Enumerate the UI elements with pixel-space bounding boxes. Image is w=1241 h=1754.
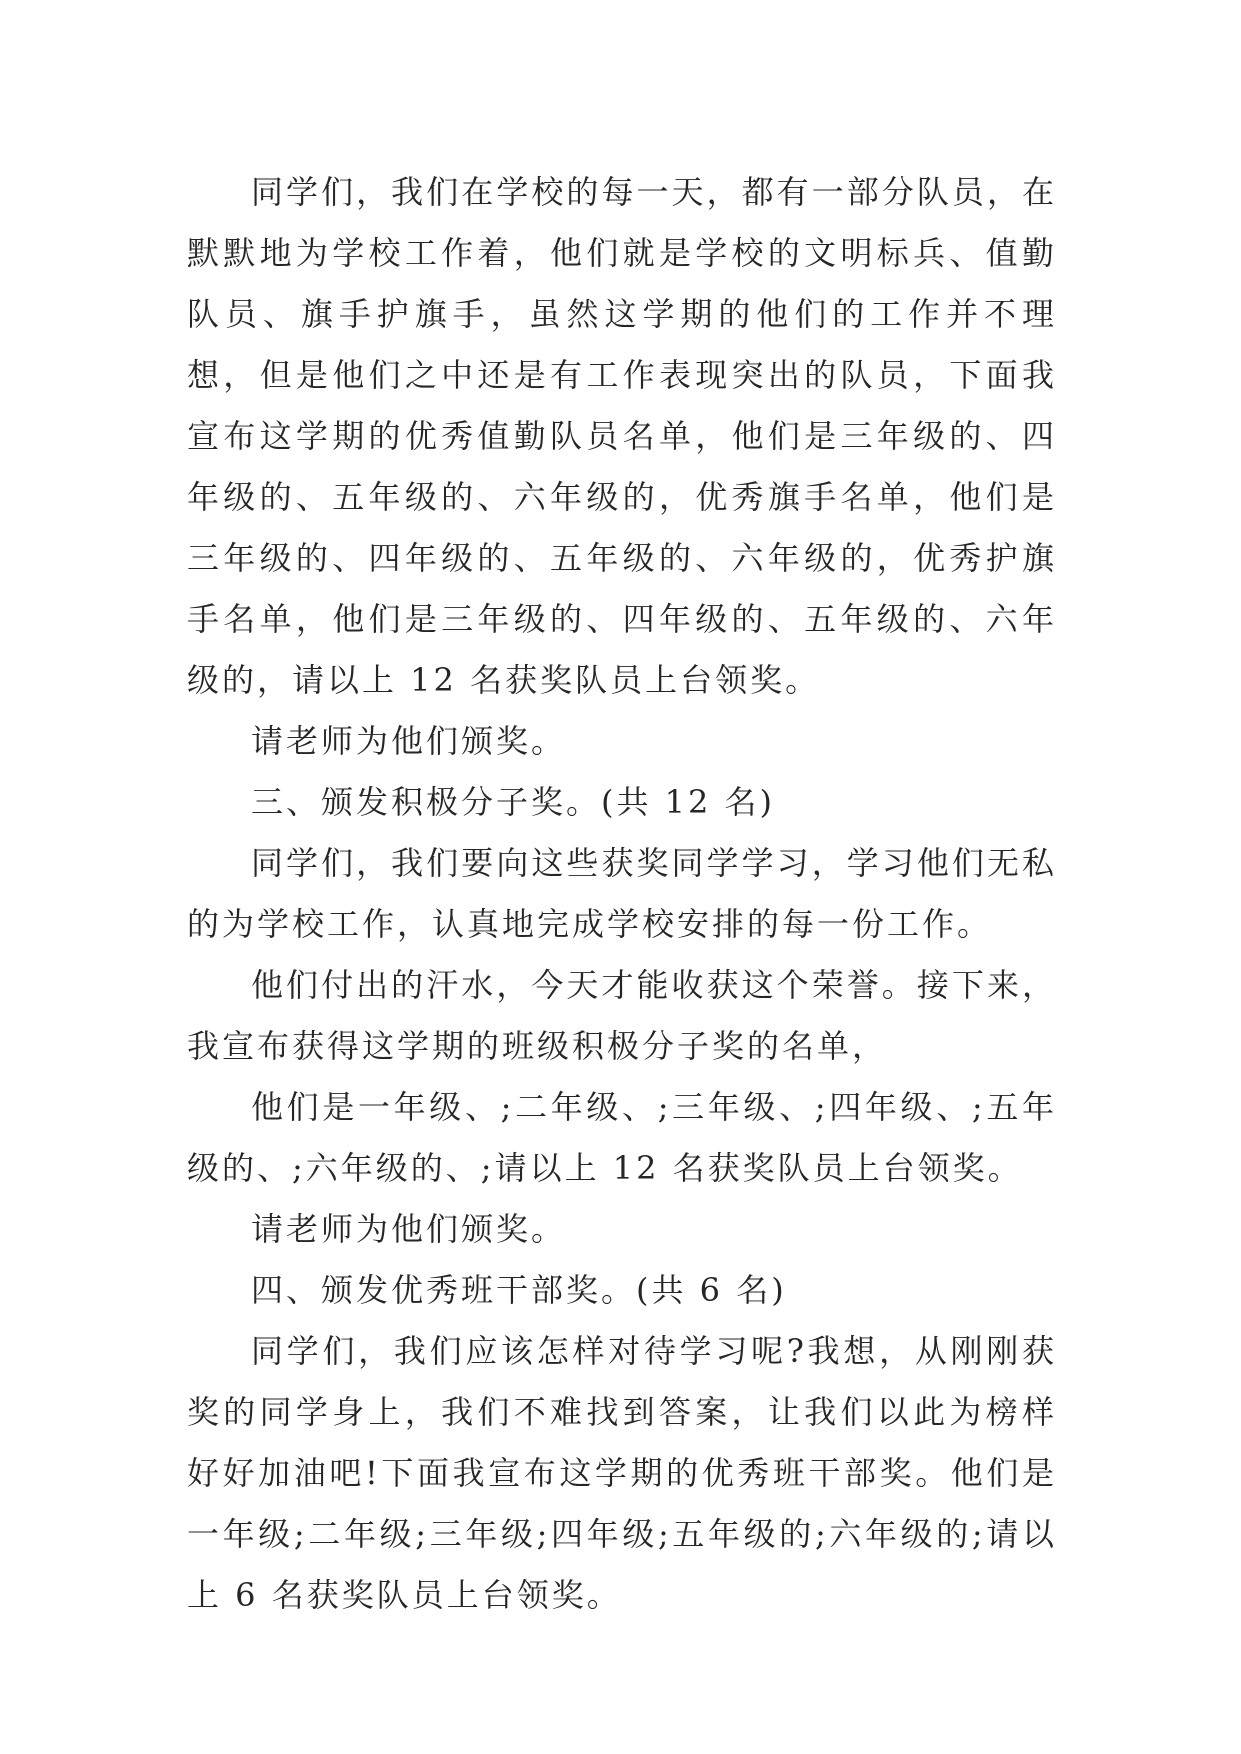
paragraph-class-cadre-list: 同学们，我们应该怎样对待学习呢?我想，从刚刚获奖的同学身上，我们不难找到答案，让我们以此为榜样好好加油吧!下面我宣布这学期的优秀班干部奖。他们是一年级;二年级;三年级;四年级;五年级的;六年级的;请以上 6 名获奖队员上台领奖。 — [187, 1332, 1057, 1614]
paragraph-activist-announcement: 他们付出的汗水，今天才能收获这个荣誉。接下来，我宣布获得这学期的班级积极分子奖的名单， — [187, 966, 1057, 1065]
section-heading-activist-award: 三、颁发积极分子奖。(共 12 名) — [251, 783, 776, 821]
paragraph-activist-list: 他们是一年级、;二年级、;三年级、;四年级、;五年级的、;六年级的、;请以上 12 名获奖队员上台领奖。 — [187, 1088, 1057, 1187]
paragraph-outstanding-duty-members: 同学们，我们在学校的每一天，都有一部分队员，在默默地为学校工作着，他们就是学校的文明标兵、值勤队员、旗手护旗手，虽然这学期的他们的工作并不理想，但是他们之中还是有工作表现突出的队员，下面我宣布这学期的优秀值勤队员名单，他们是三年级的、四年级的、五年级的、六年级的，优秀旗手名单，他们是三年级的、四年级的、五年级的、六年级的，优秀护旗手名单，他们是三年级的、四年级的、五年级的、六年级的，请以上 12 名获奖队员上台领奖。 — [187, 173, 1057, 699]
section-heading-class-cadre-award: 四、颁发优秀班干部奖。(共 6 名) — [251, 1271, 787, 1309]
paragraph-teacher-award-1: 请老师为他们颁奖。 — [251, 722, 567, 760]
document-body — [187, 162, 1057, 1626]
paragraph-learn-from-winners: 同学们，我们要向这些获奖同学学习，学习他们无私的为学校工作，认真地完成学校安排的每一份工作。 — [187, 844, 1057, 943]
paragraph-teacher-award-2: 请老师为他们颁奖。 — [251, 1210, 567, 1248]
